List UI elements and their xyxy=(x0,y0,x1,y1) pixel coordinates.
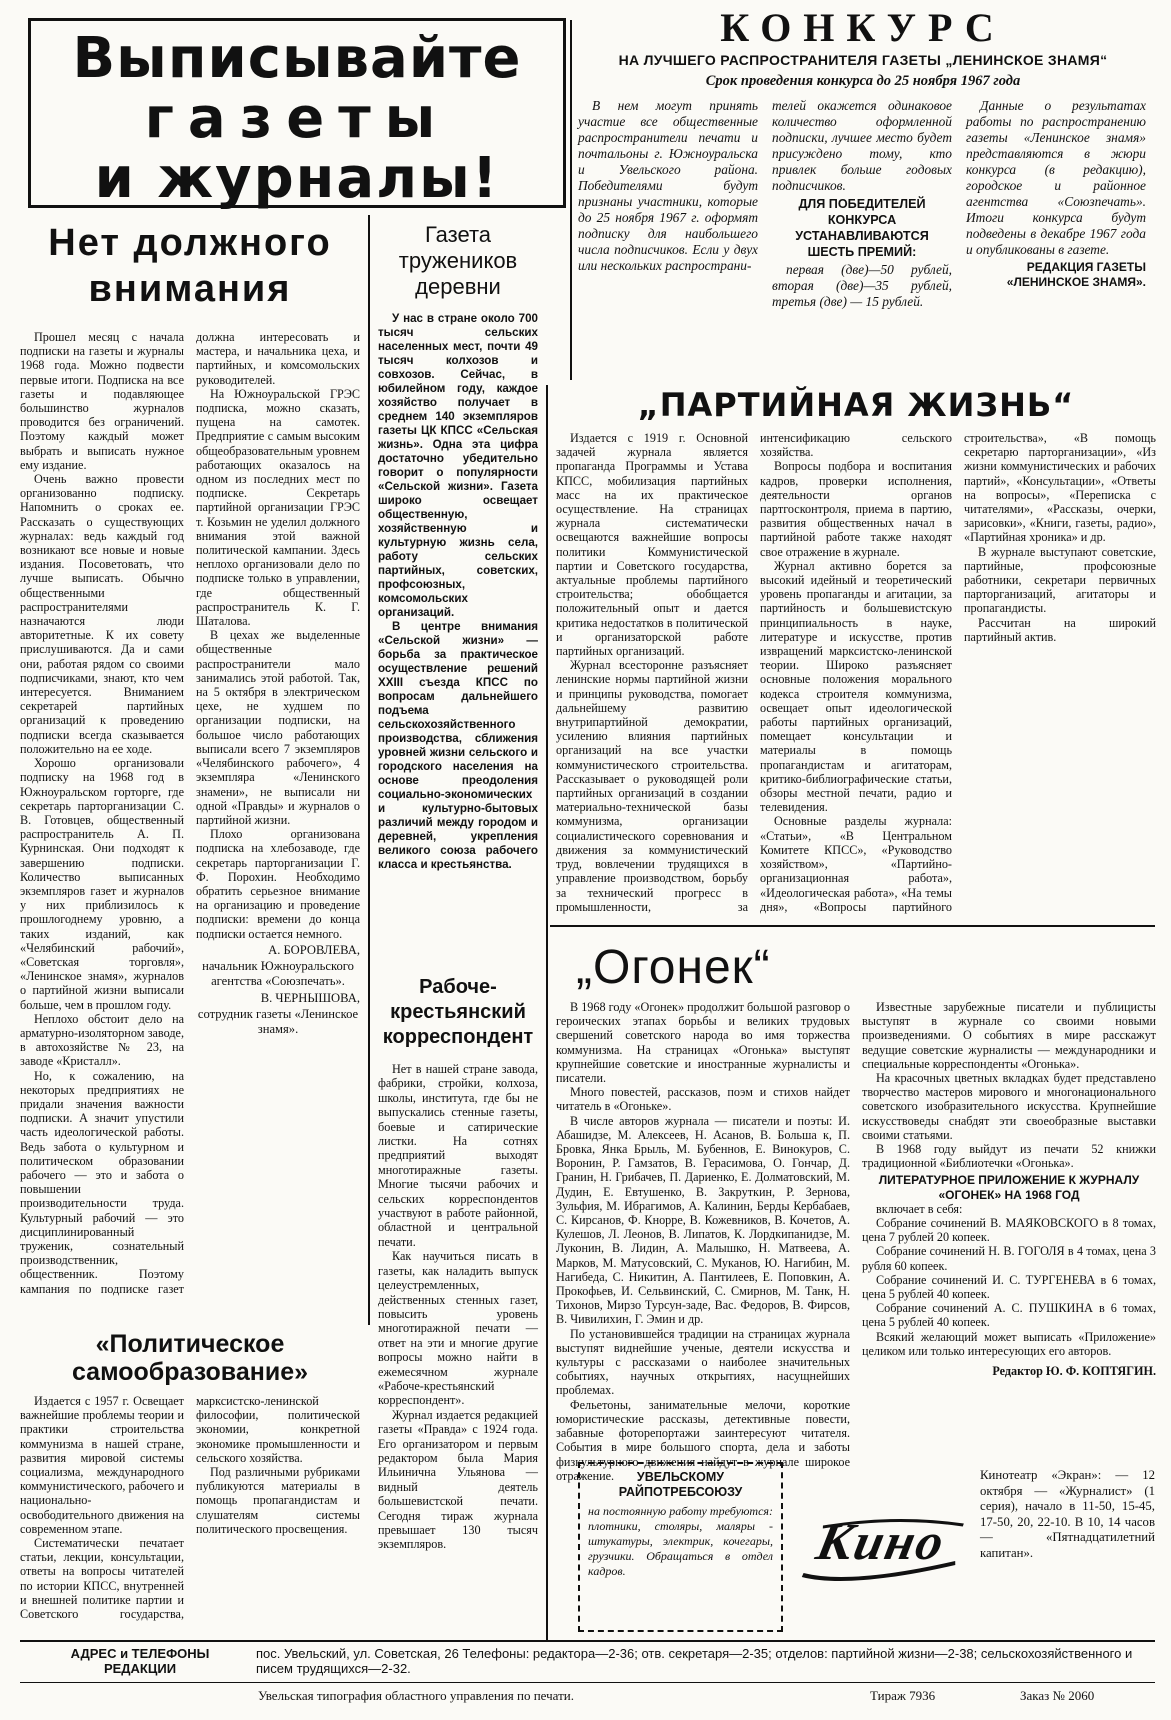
ogonek-para: В числе авторов журнала — писатели и поэты: И. Абашидзе, М. Алексеев, Н. Асанов, В. Больша к, П. Бровка, Янка Брыль, М. Бубеннов, Е. Винокуров, С. Воронин, Р. Гамзатов, В. Герасимова, О. Гончар, Д. Гранин, Н. Грибачев, П. Дариенко, Е. Долматовский, М. Дудин, Е. Евтушенко, В. Закруткин, Р. Зернова, Зульфия, М. Ибрагимов, А. Калинин, Берды Кербабаев, С. Кирсанов, Ф. Кнорре, В. Кожевников, В. Кочетов, А. Кулешов, Л. Леонов, В. Липатов, К. Лордкипанидзе, М. Луконин, В. Лидин, А. Малышко, Н. Матвеева, А. Марков, М. Матусовский, С. Муканов, Ю. Нагибин, М. Нагибеда, С. Никитин, А. Пантилеев, Е. Поповкин, А. Прокофьев, И. Сельвинский, С. Смирнов, М. Танк, Н. Тихонов, Мирзо Турсун-заде, Вас. Федоров, В. Фирсов, В. Чивилихин, Г. Эмин и др. xyxy=(556,1113,850,1327)
konkurs-col-1-text: В нем могут принять участие все общественные распространители печати и почтальоны г. Южноуральска и Увельского района. Победителями будут признаны участники, которые до 25 ноября 1967 г. оформят подписку для наибольшего числа подписчиков. Если у двух или нескольких распространи- xyxy=(578,98,758,273)
net-title: Нет должного внимания xyxy=(48,222,332,310)
partzhizn-body xyxy=(556,431,1156,916)
rabkor-body xyxy=(378,1062,538,1552)
rule-mid-col xyxy=(546,385,548,1640)
partzhizn-para: В журнале выступают советские, партийные, профсоюзные работники, секретари первичных парторганизаций, агитаторы и пропагандисты. xyxy=(964,544,1156,616)
ogonek-para: В 1968 году выйдут из печати 52 книжки традиционной «Библиотечки «Огонька». xyxy=(862,1142,1156,1171)
banner-line-2: газеты xyxy=(144,86,450,151)
ogonek-para: По установившейся традиции на страницах журнала выступят виднейшие ученые, деятели искусства и культуры с рассказами о наиболее значительных событиях, научных открытиях, насущнейших проблемах. xyxy=(556,1326,850,1398)
footer-zakaz: Заказ № 2060 xyxy=(1020,1688,1095,1703)
job-ad-title: УВЕЛЬСКОМУ РАЙПОТРЕБСОЮЗУ xyxy=(618,1470,743,1499)
rabkor-article xyxy=(378,975,538,1635)
konkurs-prizes: первая (две)—50 рублей, вторая (две)—35 рублей, третья (две) — 15 рублей. xyxy=(772,262,952,309)
partzhizn-title: „ПАРТИЙНАЯ ЖИЗНЬ“ xyxy=(637,386,1075,424)
net-sign-2: В. ЧЕРНЫШОВА, xyxy=(260,990,360,1005)
net-para: Неплохо обстоит дело на арматурно-изоляторном заводе, в автохозяйстве № 23, на заводе «Кристалл». xyxy=(20,1011,184,1069)
ogonek-supplement-item: Всякий желающий может выписать «Приложение» целиком или только интересующих его авторов. xyxy=(862,1329,1156,1358)
konkurs-col-2-text: телей окажется одинаковое количество оформленной подписки, лучшее место будет присуждено тому, кто привлек больше годовых подписчиков. xyxy=(772,98,952,193)
net-sign-1: А. БОРОВЛЕВА, xyxy=(268,942,360,957)
gazeta-article xyxy=(378,222,538,962)
partzhizn-para: Издается с 1919 г. Основной задачей журнала является пропаганда Программы и Устава КПСС, мобилизация партийных масс на их практическое осуществление. На страницах журнала систематически освещаются важнейшие вопросы политики Коммунистической партии и Советского государства, актуальные проблемы партийного строительства; обобщается положительный опыт и дается критика недостатков в политической и организаторской работе партийных организаций. xyxy=(556,431,748,659)
net-para: Очень важно провести организованно подписку. Напомнить о сроках ее. Рассказать о существующих журналах: ведь каждый год возникают все новые и новые издания. Посоветовать, что лучше выписать. Обычно общественными распространителями назначаются люди авторитетные. К их совету прислушиваются. Да и сами они, работая рядом со своими подписчиками, знают, кто чем интересуется. Вниманием секретарей партийных организаций к проведению подписки всегда сказывается положительно на ее ходе. xyxy=(20,472,184,756)
konkurs-rule-left xyxy=(570,20,572,380)
politsamo-body xyxy=(20,1394,360,1634)
konkurs-col-3-text: Данные о результатах работы по распространению газеты «Ленинское знамя» представляются в жюри конкурса (в редакцию), городское и районное агентства «Союзпечать». Итоги конкурса будут подведены в декабре 1967 года и опубликованы в газете. xyxy=(966,98,1146,257)
editor-line: Редактор Ю. Ф. КОПТЯГИН. xyxy=(992,1364,1156,1379)
konkurs-col-2 xyxy=(772,98,952,310)
ogonek-supplement-item: Собрание сочинений И. С. ТУРГЕНЕВА в 6 томах, цена 5 рублей 40 копеек. xyxy=(862,1272,1156,1302)
subscribe-banner xyxy=(28,18,566,211)
banner-line-1: Выписывайте xyxy=(72,26,522,91)
ogonek-para: Фельетоны, занимательные мелочи, короткие юмористические рассказы, детективные повести, забавные фоторепортажи заинтересуют читателя. События в мире большого спорта, дела и заботы физкультурного движения найдут в журнале широкое отражение. xyxy=(556,1397,850,1483)
partzhizn-para: Журнал всесторонне разъясняет ленинские нормы партийной жизни и принципы руководства, помогает дальнейшему развитию внутрипартийной демократии, усилению влияния партийных организаций на все участки коммунистического строительства. Рассказывает о руководящей роли партийных организаций в создании материально-технической базы коммунизма, организации социалистического соревнования и движения за коммунистический труд, вовлечении трудящихся в управление производством, борьбу за технический прогресс в промышленности, за интенсификацию сельского хозяйства. xyxy=(556,431,952,914)
job-ad-text: на постоянную работу требуются: плотники, столяры, маляры - штукатуры, электрик, кочегары, грузчики. Обращаться в отдел кадров. xyxy=(588,1504,773,1578)
footer-tirazh: Тираж 7936 xyxy=(870,1688,936,1703)
ogonek-supplement-intro: включает в себя: xyxy=(876,1201,963,1216)
partzhizn-article xyxy=(556,385,1156,925)
gazeta-para: В центре внимания «Сельской жизни» — борьба за практическое осуществление решений XXIII съезда КПСС по вопросам дальнейшего подъема сельскохозяйственного производства, сближения уровней жизни сельского и городского населения на основе преодоления социально-экономических и культурно-бытовых различий между городом и деревней, укрепления великого союза рабочего класса и крестьянства. xyxy=(378,620,538,871)
ogonek-body xyxy=(556,930,1156,1510)
net-body xyxy=(20,330,360,1305)
ogonek-para: Известные зарубежные писатели и публицисты выступят в журнале со своими новыми произведениями. О событиях в мире расскажут ведущие советские журналисты — международники и специальные корреспонденты «Огонька». xyxy=(862,1000,1156,1071)
politsamo-para: Под различными рубриками публикуются материалы в помощь пропагандистам и слушателям системы политического просвещения. xyxy=(196,1465,360,1536)
konkurs-col-1 xyxy=(578,98,758,310)
net-para: Плохо организована подписка на хлебозаводе, где секретарь парторганизации Г. Ф. Порохин. Необходимо обратить серьезное внимание на организацию и проведение подписки: времени до конца подписки остается немного. xyxy=(196,827,360,941)
net-para: На Южноуральской ГРЭС подписка, можно сказать, пущена на самотек. Предприятие с самым высоким общеобразовательным уровнем работающих оказалось на одном из последних мест по подписке. Секретарь партийной организации ГРЭС т. Козьмин не уделил должного внимания этой важной политической кампании. Здесь неплохо организовали дело по подписке только в управлении, где общественный распространитель К. Г. Шаталова. xyxy=(196,386,360,629)
kino-schedule: Кинотеатр «Экран»: — 12 октября — «Журналист» (1 серия), начало в 11-50, 15-45, 17-50, 20, 22-10. В 10, 14 часов — «Пятнадцатилетний капитан». xyxy=(980,1468,1155,1560)
politsamo-article xyxy=(20,1330,360,1630)
gazeta-body xyxy=(378,312,538,872)
net-para: Но, к сожалению, на некоторых предприятиях не придали значения важности подписки. А значит упустили часть идеологической работы. Ведь забота о культурном и политическом образовании рабочего — это и забота о повышении производительности труда. Культурный рабочий — это дисциплинированный труженик, сознательный производственник, общественник. Поэтому кампания по подписке газет должна интересовать и мастера, и начальника цеха, и партийных, и комсомольских руководителей. xyxy=(20,330,360,1296)
ogonek-para: Много повестей, рассказов, поэм и стихов найдет читатель в «Огоньке». xyxy=(556,1085,850,1114)
konkurs-deadline: Срок проведения конкурса до 25 ноября 1967 года xyxy=(705,73,1021,89)
banner-line-3: и журналы! xyxy=(94,146,500,211)
ogonek-supplement-item: Собрание сочинений А. С. ПУШКИНА в 6 томах, цена 5 рублей 40 копеек. xyxy=(862,1301,1156,1330)
rabkor-para: Как научиться писать в газеты, как наладить выпуск целеустремленных, действенных стенных газет, повысить уровень многотиражной печати — ответ на эти и многие другие вопросы можно найти в ежемесячном журнале «Рабоче-крестьянский корреспондент». xyxy=(378,1249,538,1408)
politsamo-para: Систематически печатает статьи, лекции, консультации, ответы на вопросы читателей по истории КПСС, внутренней и внешней политике партии и Советского государства, марксистско-ленинской философии, политической экономии, конкретной экономике промышленности и сельского хозяйства. xyxy=(20,1394,360,1622)
job-ad xyxy=(578,1462,783,1632)
net-sign-2b: сотрудник газеты «Ленинское знамя». xyxy=(197,1007,359,1036)
konkurs-col-3 xyxy=(966,98,1146,310)
rule-footer-mid xyxy=(20,1682,1155,1683)
footer-printer: Увельская типография областного управления по печати. xyxy=(258,1688,574,1703)
rule-left-col xyxy=(368,215,370,1325)
partzhizn-para: Журнал активно борется за высокий идейный и теоретический уровень пропаганды и агитации, за партийность и большевистскую принципиальность в науке, литературе и искусстве, против извращений марксистско-ленинской теории. Широко разъясняет основные положения морального кодекса строителя коммунизма, освещает опыт идеологической работы партийных организаций, помещает консультации и материалы в помощь пропагандистам и агитаторам, критико-библиографические статьи, обзоры местной печати, радио и телевидения. xyxy=(760,558,952,815)
rule-footer-top xyxy=(20,1640,1155,1642)
ogonek-title: „Огонек“ xyxy=(576,941,771,994)
ogonek-supplement-head: ЛИТЕРАТУРНОЕ ПРИЛОЖЕНИЕ К ЖУРНАЛУ «ОГОНЕК» НА 1968 ГОД xyxy=(878,1173,1140,1202)
footer-address: пос. Увельский, ул. Советская, 26 Телефоны: редактора—2-36; отв. секретаря—2-35; отделов: партийной жизни—2-38; сельскохозяйственного и писем трудящихся—2-32. xyxy=(256,1646,1133,1676)
net-sign-1b: начальник Южноуральского агентства «Союзпечать». xyxy=(202,959,354,988)
net-para: Прошел месяц с начала подписки на газеты и журналы 1968 года. Можно подвести первые итоги. Подписка на все газеты и подавляющее большинство журналов проводится без ограничений. Поэтому каждый может выбрать и выписать нужное ему издание. xyxy=(20,330,184,472)
rabkor-para: Нет в нашей стране завода, фабрики, стройки, колхоза, школы, института, где бы не выпускались стенные газеты, боевые и сатирические листки. На сотнях предприятий выходят многотиражные газеты. Многие тысячи рабочих и сельских корреспондентов участвуют в работе районной, областной и центральной печати. xyxy=(378,1062,538,1249)
rule-above-ogonek xyxy=(550,925,1155,927)
ogonek-supplement-item: Собрание сочинений В. МАЯКОВСКОГО в 8 томах, цена 7 рублей 20 копеек. xyxy=(862,1216,1156,1245)
net-para: Хорошо организовали подписку на 1968 год в Южноуральском горторге, где секретарь парторганизации С. В. Готовцев, общественный распространитель А. П. Курнинская. Они подходят к завершению подписки. Количество выписанных экземпляров газет и журналов у них приблизилось к прошлогоднему уровню, а таких изданий, как «Челябинский рабочий», «Советская торговля», «Ленинское знамя», журналов о партийной жизни выписали больше, чем в прошлом году. xyxy=(20,756,184,1012)
ogonek-supplement-item: Собрание сочинений Н. В. ГОГОЛЯ в 4 томах, цена 3 рубля 60 копеек. xyxy=(862,1244,1156,1273)
kino-logo-text: Кино xyxy=(811,1514,951,1571)
politsamo-title: «Политическое самообразование» xyxy=(71,1330,309,1386)
politsamo-para: Издается с 1957 г. Освещает важнейшие проблемы теории и практики строительства коммунизма в нашей стране, развития мировой системы социализма, международного коммунистического, рабочего и национально-освободительного движения на современном этапе. xyxy=(20,1394,184,1536)
konkurs-section xyxy=(578,6,1148,381)
partzhizn-para: Вопросы подбора и воспитания кадров, проверки исполнения, деятельности органов партгосконтроля, приема в партию, развития общественных начал в партийной работе также находят свое отражение в журнале. xyxy=(760,459,952,559)
footer-label: АДРЕС и ТЕЛЕФОНЫ РЕДАКЦИИ xyxy=(70,1646,210,1676)
net-para: В цехах же выделенные общественные распространители мало занимались этой работой. Так, на 5 октября в электрическом цехе, не худшем по организации подписки, на большое число работающих выписали всего 7 экземпляров «Челябинского рабочего», 4 экземпляра «Ленинского знамени», не выписали ни одной «Правды» и журналов о партийной жизни. xyxy=(196,628,360,827)
ogonek-para: В 1968 году «Огонек» продолжит большой разговор о героических этапах борьбы и великих трудовых свершений советского народа во имя торжества коммунизма. На страницах «Огонька» выступят крупнейшие советские и иностранные журналисты и писатели. xyxy=(556,1000,850,1086)
konkurs-signature: РЕДАКЦИЯ ГАЗЕТЫ «ЛЕНИНСКОЕ ЗНАМЯ». xyxy=(1006,260,1146,289)
rabkor-title: Рабоче-крестьянский корреспондент xyxy=(382,976,534,1048)
konkurs-prizes-head: ДЛЯ ПОБЕДИТЕЛЕЙ КОНКУРСА УСТАНАВЛИВАЮТСЯ ШЕСТЬ ПРЕМИЙ: xyxy=(795,197,929,259)
konkurs-subtitle: НА ЛУЧШЕГО РАСПРОСТРАНИТЕЛЯ ГАЗЕТЫ „ЛЕНИНСКОЕ ЗНАМЯ“ xyxy=(618,52,1108,68)
ogonek-article xyxy=(556,930,1156,1483)
net-article xyxy=(20,220,360,1320)
kino-logo xyxy=(788,1505,977,1595)
konkurs-title: КОНКУРС xyxy=(720,5,1006,50)
gazeta-title: Газета тружеников деревни xyxy=(398,222,518,299)
rabkor-para: Журнал издается редакцией газеты «Правда» с 1924 года. Его организатором и первым редактором была Мария Ильинична Ульянова — видный деятель большевистской печати. Сегодня тираж журнала превышает 130 тысяч экземпляров. xyxy=(378,1407,538,1552)
partzhizn-para: Основные разделы журнала: «Статьи», «В Центральном Комитете КПСС», «Руководство хозяйством», «Партийно-организационная работа», «Идеологическая работа», «На темы дня», «Вопросы партийного строительства», «В помощь секретарю парторганизации», «Из жизни коммунистических и рабочих партий», «Консультации», «Ответы на вопросы», «Переписка с читателями», «Рассказы, очерки, зарисовки», «Книги, газеты, радио», «Партийная хроника» и др. xyxy=(760,431,1156,914)
partzhizn-para: Рассчитан на широкий партийный актив. xyxy=(964,615,1156,644)
ogonek-para: На красочных цветных вкладках будет представлено творчество мастеров мирового и многонационального советского изобразительного искусства. Крупнейшие искусствоведы снабдят эти своеобразные выставки своими статьями. xyxy=(862,1071,1156,1142)
gazeta-para: У нас в стране около 700 тысяч сельских населенных мест, почти 49 тысяч колхозов и совхозов. Сейчас, в юбилейном году, каждое хозяйство получает в среднем 140 экземпляров газеты ЦК КПСС «Сельская жизнь». Одна эта цифра достаточно убедительно говорит о популярности «Сельской жизни». Газета широко освещает общественную, хозяйственную и культурную жизнь села, работу сельских партийных, советских, профсоюзных, комсомольских организаций. xyxy=(378,312,538,619)
